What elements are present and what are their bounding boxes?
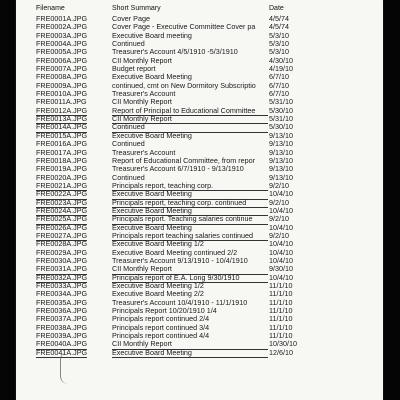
filename-cell: FRE0028A.JPG <box>36 239 88 249</box>
date-cell: 11/1/10 <box>269 331 293 341</box>
summary-cell: Executive Board Meeting 2/2 <box>112 290 204 299</box>
filename-cell: FRE0015A.JPG <box>36 130 88 140</box>
date-cell: 4/30/10 <box>269 55 293 65</box>
filename-cell: FRE0016A.JPG <box>36 139 88 149</box>
summary-cell: continued, cmt on New Dormitory Subscriptio <box>112 81 256 90</box>
summary-cell: Continued <box>112 173 145 182</box>
filename-cell: FRE0017A.JPG <box>36 147 88 157</box>
filename-cell: FRE0040A.JPG <box>36 339 88 349</box>
summary-cell: Principals Report 10/20/1910 1/4 <box>112 307 217 316</box>
summary-cell: Executive Board Meeting 1/2 <box>112 240 204 249</box>
filename-cell: FRE0041A.JPG <box>36 347 88 357</box>
filename-cell: FRE0006A.JPG <box>36 55 88 65</box>
filename-cell: FRE0035A.JPG <box>36 297 88 307</box>
date-cell: 9/30/10 <box>269 264 293 274</box>
date-cell: 11/1/10 <box>269 314 293 324</box>
filename-cell: FRE0002A.JPG <box>36 22 88 32</box>
filename-cell: FRE0003A.JPG <box>36 30 88 40</box>
date-cell: 11/1/10 <box>269 281 293 290</box>
summary-cell: Executive Board Meeting <box>112 131 192 140</box>
summary-cell: Principals report. Teaching salaries continue <box>112 215 268 224</box>
date-cell: 11/1/10 <box>269 306 293 316</box>
summary-cell: Executive Board Meeting <box>112 223 192 232</box>
filename-cell: FRE0033A.JPG <box>36 281 88 290</box>
filename-cell: FRE0030A.JPG <box>36 255 88 265</box>
summary-cell: Executive Board Meeting continued 2/2 <box>112 248 238 257</box>
summary-cell: Treasurer's Account 10/4/1910 - 11/1/1910 <box>112 298 248 307</box>
filename-cell: FRE0010A.JPG <box>36 89 88 99</box>
date-cell: 10/4/10 <box>269 272 293 282</box>
date-cell: 9/13/10 <box>269 139 293 149</box>
summary-cell: Principals report continued 2/4 <box>112 315 210 324</box>
filename-cell: FRE0004A.JPG <box>36 39 88 49</box>
summary-cell: Executive Board Meeting <box>112 190 268 199</box>
date-cell: 9/2/10 <box>269 214 289 224</box>
date-cell: 6/7/10 <box>269 72 289 82</box>
filename-cell: FRE0001A.JPG <box>36 14 88 23</box>
summary-cell: Continued <box>112 123 268 132</box>
date-cell: 5/30/10 <box>269 122 293 132</box>
filename-cell: FRE0023A.JPG <box>36 197 88 207</box>
date-cell: 9/2/10 <box>269 180 289 190</box>
filename-column-header: Filename <box>36 5 65 12</box>
date-cell: 9/13/10 <box>269 147 293 157</box>
date-cell: 4/5/74 <box>269 22 289 32</box>
summary-cell: CII Monthly Report <box>112 340 268 349</box>
summary-cell: Treasurer's Account 4/5/1910 -5/3/1910 <box>112 48 238 57</box>
filename-cell: FRE0031A.JPG <box>36 264 88 274</box>
handwritten-bracket-mark <box>60 352 71 384</box>
summary-cell: Report of Educational Committee, from repor <box>112 156 256 165</box>
date-column-header: Date <box>269 5 284 12</box>
date-cell: 4/19/10 <box>269 64 293 74</box>
filename-cell: FRE0025A.JPG <box>36 214 88 224</box>
summary-cell: Principals report, teaching corp. <box>112 182 268 191</box>
date-cell: 9/13/10 <box>269 172 293 182</box>
summary-cell: Executive Board meeting <box>112 31 192 40</box>
summary-cell: Principals report teaching salaries continued <box>112 232 268 241</box>
filename-cell: FRE0019A.JPG <box>36 164 88 174</box>
filename-cell: FRE0039A.JPG <box>36 331 88 341</box>
date-cell: 5/30/10 <box>269 105 293 115</box>
filename-cell: FRE0024A.JPG <box>36 205 88 215</box>
date-cell: 9/13/10 <box>269 164 293 174</box>
document-page <box>16 0 383 400</box>
summary-cell: Principals report continued 3/4 <box>112 323 210 332</box>
filename-cell: FRE0020A.JPG <box>36 172 88 182</box>
summary-cell: Cover Page <box>112 15 150 23</box>
summary-cell: CII Monthly Report <box>112 98 172 107</box>
summary-cell: Executive Board Meeting 1/2 <box>112 282 204 290</box>
date-cell: 11/1/10 <box>269 297 293 307</box>
summary-cell: Principals report continued 4/4 <box>112 332 210 341</box>
filename-cell: FRE0013A.JPG <box>36 114 88 124</box>
filename-cell: FRE0018A.JPG <box>36 155 88 165</box>
summary-cell: Treasurer's Account 9/13/1910 - 10/4/1910 <box>112 256 248 265</box>
filename-cell: FRE0022A.JPG <box>36 189 88 199</box>
date-cell: 10/4/10 <box>269 247 293 257</box>
filename-cell: FRE0007A.JPG <box>36 64 88 74</box>
summary-cell: Report of Principal to Educational Committee <box>112 107 268 116</box>
summary-cell: CII Monthly Report <box>112 115 268 124</box>
summary-cell: Continued <box>112 40 145 49</box>
date-cell: 5/3/10 <box>269 47 289 57</box>
filename-cell: FRE0005A.JPG <box>36 47 88 57</box>
filename-cell: FRE0014A.JPG <box>36 122 88 132</box>
summary-cell: Executive Board Meeting <box>112 73 192 82</box>
summary-cell: Principals report of E.A. Long 9/30/1910 <box>112 274 268 283</box>
filename-cell: FRE0008A.JPG <box>36 72 88 82</box>
summary-cell: Treasurer's Account <box>112 90 176 99</box>
filename-cell: FRE0009A.JPG <box>36 80 88 90</box>
table-row <box>16 349 383 357</box>
date-cell: 11/1/10 <box>269 289 293 299</box>
summary-cell: Treasurer's Account 6/7/1910 - 9/13/1910 <box>112 165 244 174</box>
summary-cell: Executive Board Meeting <box>112 207 268 216</box>
summary-cell: Principals report, teaching corp. continued <box>112 199 268 208</box>
summary-cell: Treasurer's Account <box>112 148 176 157</box>
file-list <box>16 15 383 357</box>
summary-cell: CII Monthly Report <box>112 265 268 274</box>
date-cell: 10/4/10 <box>269 239 293 249</box>
summary-cell: CII Monthly Report <box>112 56 172 65</box>
date-cell: 5/31/10 <box>269 97 293 107</box>
filename-cell: FRE0032A.JPG <box>36 272 88 282</box>
date-cell: 10/4/10 <box>269 222 293 232</box>
filename-cell: FRE0036A.JPG <box>36 306 88 316</box>
summary-cell: Continued <box>112 140 145 149</box>
summary-cell: Cover Page - Executive Committee Cover pa <box>112 23 256 32</box>
filename-cell: FRE0034A.JPG <box>36 289 88 299</box>
summary-cell: Budget report <box>112 65 156 74</box>
date-cell: 10/4/10 <box>269 205 293 215</box>
date-cell: 10/4/10 <box>269 189 293 199</box>
date-cell: 6/7/10 <box>269 89 289 99</box>
filename-cell: FRE0021A.JPG <box>36 180 88 190</box>
filename-cell: FRE0029A.JPG <box>36 247 88 257</box>
summary-cell: Executive Board Meeting <box>112 349 268 358</box>
filename-cell: FRE0038A.JPG <box>36 322 88 332</box>
filename-cell: FRE0037A.JPG <box>36 314 88 324</box>
date-cell: 11/1/10 <box>269 322 293 332</box>
date-cell: 9/2/10 <box>269 197 289 207</box>
date-cell: 10/4/10 <box>269 255 293 265</box>
date-cell: 6/7/10 <box>269 80 289 90</box>
date-cell: 4/5/74 <box>269 14 289 23</box>
date-cell: 10/30/10 <box>269 339 297 349</box>
filename-cell: FRE0026A.JPG <box>36 222 88 232</box>
date-cell: 9/13/10 <box>269 155 293 165</box>
date-cell: 9/2/10 <box>269 230 289 240</box>
date-cell: 5/3/10 <box>269 39 289 49</box>
date-cell: 12/6/10 <box>269 347 293 357</box>
date-cell: 9/13/10 <box>269 130 293 140</box>
filename-cell: FRE0012A.JPG <box>36 105 88 115</box>
date-cell: 5/31/10 <box>269 114 293 124</box>
date-cell: 5/3/10 <box>269 30 289 40</box>
filename-cell: FRE0011A.JPG <box>36 97 87 107</box>
summary-column-header: Short Summary <box>112 5 161 12</box>
filename-cell: FRE0027A.JPG <box>36 230 88 240</box>
